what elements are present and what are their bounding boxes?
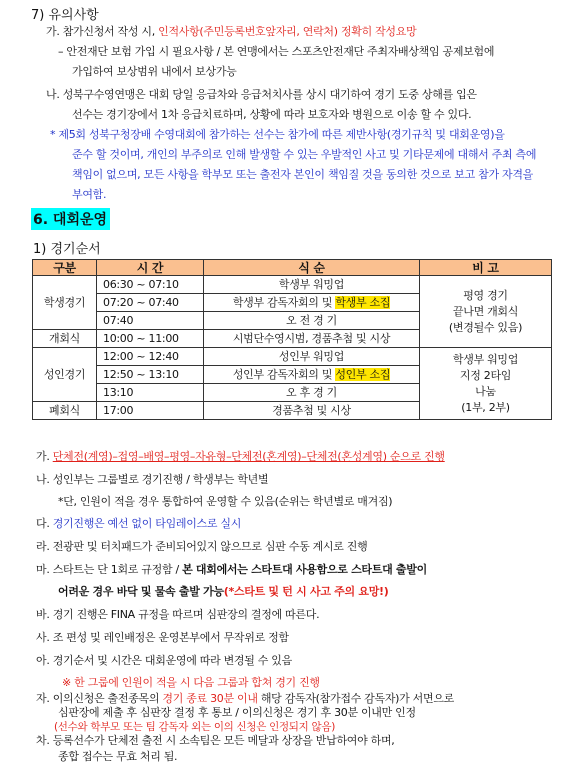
notice-ga-sub1: – 안전재단 보험 가입 시 필요사항 / 본 연맹에서는 스포츠안전재단 주최자배상책임 공제보험에 [58,45,495,58]
rule-ga-prefix: 가. [36,450,53,463]
rule-ma-1-bold: 본 대회에서는 스타트대 사용함으로 스타트대 출발이 [182,563,427,576]
group-closing: 폐회식 [33,402,97,420]
row-time: 13:10 [97,384,204,402]
rule-ga-red: 단체전(계영)–접영–배영–평영–자유형–단체전(혼계영)–단체전(혼성계영) 순으로 진행 [52,450,445,463]
row-event [204,366,420,384]
row-time: 12:00 ~ 12:40 [97,348,204,366]
rule-ma-2-red: (*스타트 및 턴 시 사고 주의 요망!) [223,585,389,598]
rule-da [36,517,241,531]
notice-ga-red: 인적사항(주민등록번호앞자리, 연락처) 정확히 작성요망 [158,25,417,38]
table-row [33,348,552,366]
rule-da-blue: 경기진행은 예선 없이 타임레이스로 실시 [52,517,242,530]
rule-da-prefix: 다. [36,517,53,530]
row-event: 시범단수영시범, 경품추첨 및 시상 [204,330,420,348]
note-2-line: 나눔 [475,384,496,398]
header-time: 시 간 [97,260,204,276]
row-event: 오 후 경 기 [204,384,420,402]
note-2-line: 지정 2타임 [459,368,512,382]
rule-ga [36,450,445,464]
row-time: 07:20 ~ 07:40 [97,294,204,312]
rule-a-sub: ※ 한 그룹에 인원이 적을 시 다음 그룹과 합쳐 경기 진행 [62,676,320,689]
rule-ra: 라. 전광판 및 터치패드가 준비되어있지 않으므로 심판 수동 계시로 진행 [36,540,368,553]
header-category: 구분 [33,260,97,276]
notice-ga-sub2: 가입하여 보상범위 내에서 보상가능 [72,65,237,78]
row-event-prefix: 성인부 감독자회의 및 [232,367,336,381]
group-adult: 성인경기 [33,348,97,402]
row-event [204,294,420,312]
rule-ba: 바. 경기 진행은 FINA 규정을 따르며 심판장의 결정에 따른다. [36,608,320,621]
rule-ja-1 [36,692,454,706]
row-time: 07:40 [97,312,204,330]
note-2-line: (1부, 2부) [461,400,510,414]
note-1-line: 평영 경기 [463,288,508,302]
note-1-line: 끝나면 개회식 [452,304,519,318]
row-event-prefix: 학생부 감독자회의 및 [232,295,336,309]
rule-ma-1 [36,563,427,577]
note-2-line: 학생부 워밍업 [452,352,519,366]
rule-na-sub: *단, 인원이 적을 경우 통합하여 운영할 수 있음(순위는 학년별로 매겨짐) [58,495,393,508]
notice-ga-prefix: 가. 참가신청서 작성 시, [46,25,159,38]
group-opening: 개회식 [33,330,97,348]
rule-ma-1-prefix: 마. 스타트는 단 1회로 규정함 / [36,563,183,576]
section-7-title: 7) 유의사항 [31,8,99,23]
table-row [33,276,552,294]
rule-ja-1-suffix: 해당 감독자(참가접수 감독자)가 서면으로 [257,692,454,705]
rule-na: 나. 성인부는 그룹별로 경기진행 / 학생부는 학년별 [36,473,269,486]
row-event-highlight: 학생부 소집 [335,295,391,309]
schedule-subtitle: 1) 경기순서 [33,242,101,257]
notice-star-2: 준수 할 것이며, 개인의 부주의로 인해 발생할 수 있는 우발적인 사고 및 기타문제에 대해서 주최 측에 [72,148,537,161]
row-event: 성인부 워밍업 [204,348,420,366]
row-event: 오 전 경 기 [204,312,420,330]
notice-na-1: 나. 성북구수영연맹은 대회 당일 응급차와 응급처치사를 상시 대기하여 경기 도중 상해를 입은 [46,88,477,101]
notice-star-3: 책임이 없으며, 모든 사항을 학부모 또는 출전자 본인이 책임질 것을 동의한 것으로 보고 참가 자격을 [72,168,533,181]
row-event: 학생부 워밍업 [204,276,420,294]
table-header-row [33,260,552,276]
note-1-line: (변경될수 있음) [448,320,523,334]
row-time: 10:00 ~ 11:00 [97,330,204,348]
rule-ma-2-bold: 어려운 경우 바닥 및 물속 출발 가능 [58,585,224,598]
rule-ja-1-red: 경기 종료 30분 이내 [162,692,258,705]
row-time: 12:50 ~ 13:10 [97,366,204,384]
header-note: 비 고 [420,260,552,276]
note-cell-2 [420,348,552,420]
rule-ja-2: 심판장에 제출 후 심판장 결정 후 통보 / 이의신청은 경기 후 30분 이내만 인정 [58,706,416,719]
rule-cha-2: 종합 접수는 무효 처리 됨. [58,750,178,763]
rule-ja-1-prefix: 자. 이의신청은 출전종목의 [36,692,163,705]
rule-sa: 사. 조 편성 및 레인배정은 운영본부에서 무작위로 정함 [36,631,289,644]
row-time: 06:30 ~ 07:10 [97,276,204,294]
note-cell-1 [420,276,552,348]
rule-ja-3: (선수와 학부모 또는 팀 감독자 외는 이의 신청은 인정되지 않음) [54,721,336,733]
notice-star-4: 부여함. [72,188,107,201]
header-program: 식 순 [204,260,420,276]
notice-na-2: 선수는 경기장에서 1차 응급치료하며, 상황에 따라 보호자와 병원으로 이송 할 수 있다. [72,108,472,121]
row-event-highlight: 성인부 소집 [335,367,391,381]
rule-cha-1: 차. 등록선수가 단체전 출전 시 소속팀은 모든 메달과 상장을 반납하여야 하며, [36,734,395,747]
schedule-table [32,259,552,420]
group-student: 학생경기 [33,276,97,330]
row-time: 17:00 [97,402,204,420]
row-event: 경품추첨 및 시상 [204,402,420,420]
rule-a: 아. 경기순서 및 시간은 대회운영에 따라 변경될 수 있음 [36,654,292,667]
rule-ma-2 [58,585,388,599]
section-6-title: 6. 대회운영 [31,208,110,230]
notice-star-1: * 제5회 성북구청장배 수영대회에 참가하는 선수는 참가에 따른 제반사항(경기규칙 및 대회운영)을 [50,128,505,141]
notice-ga [46,25,416,39]
